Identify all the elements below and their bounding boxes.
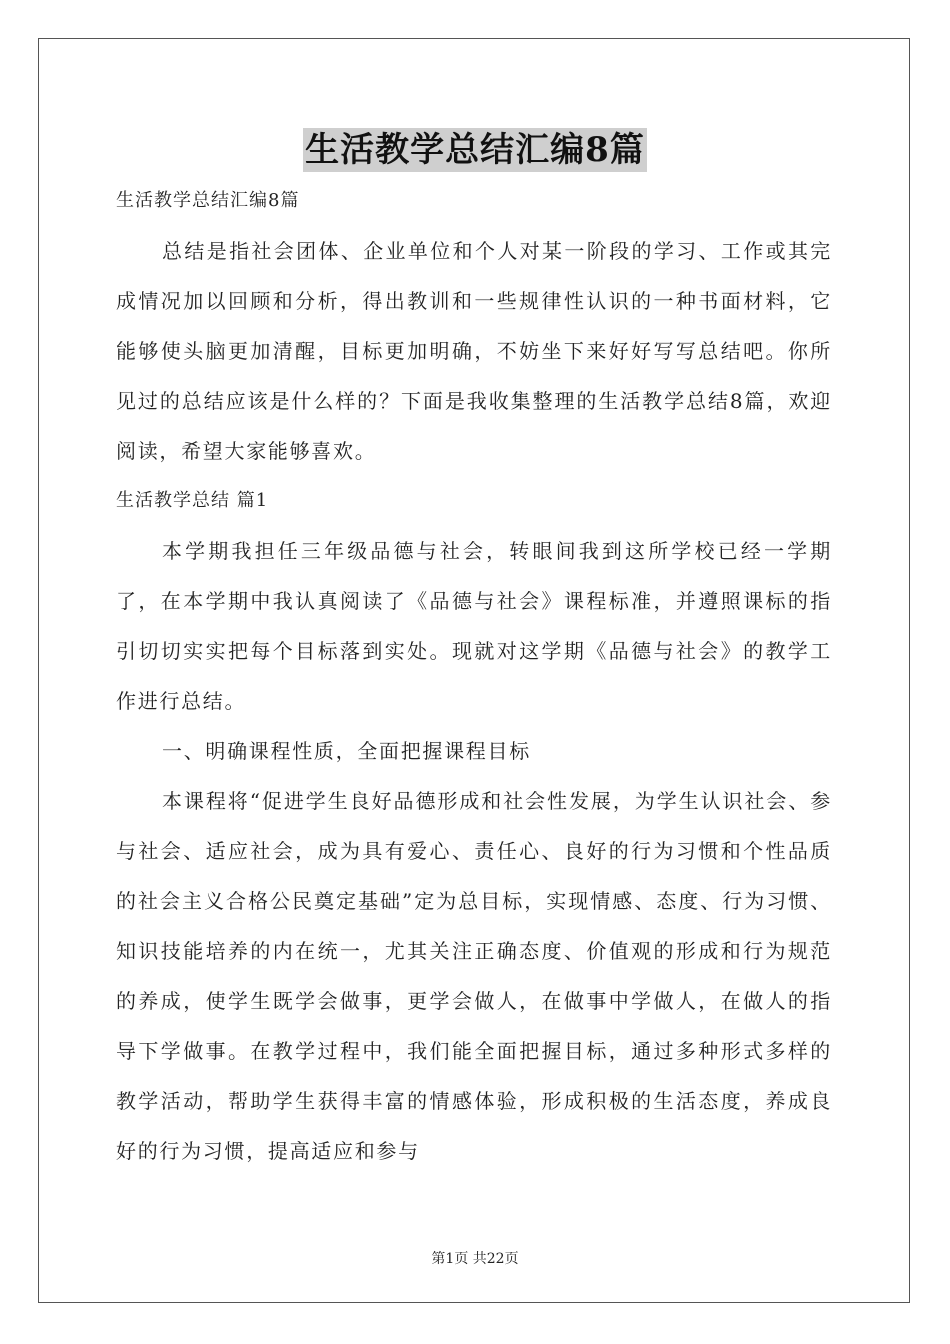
title-wrap xyxy=(0,128,950,172)
paragraph-2: 本课程将“促进学生良好品德形成和社会性发展，为学生认识社会、参与社会、适应社会，成为具有爱心、责任心、良好的行为习惯和个性品质的社会主义合格公民奠定基础”定为总目标，实现情感、态度、行为习惯、知识技能培养的内在统一，尤其关注正确态度、价值观的形成和行为规范的养成，使学生既学会做事，更学会做人，在做事中学做人，在做人的指导下学做事。在教学过程中，我们能全面把握目标，通过多种形式多样的教学活动，帮助学生获得丰富的情感体验，形成积极的生活态度，养成良好的行为习惯，提高适应和参与 xyxy=(116,789,832,1163)
intro-paragraph: 总结是指社会团体、企业单位和个人对某一阶段的学习、工作或其完成情况加以回顾和分析，得出教训和一些规律性认识的一种书面材料，它能够使头脑更加清醒，目标更加明确，不妨坐下来好好写写总结吧。你所见过的总结应该是什么样的？下面是我收集整理的生活教学总结8篇，欢迎阅读，希望大家能够喜欢。 xyxy=(116,239,832,463)
document-subtitle: 生活教学总结汇编8篇 xyxy=(116,190,300,211)
document-body xyxy=(116,176,832,1176)
document-title: 生活教学总结汇编8篇 xyxy=(305,130,645,170)
subheading-1: 一、明确课程性质，全面把握课程目标 xyxy=(162,739,531,763)
section-heading: 生活教学总结 篇1 xyxy=(116,490,269,511)
page-footer: 第1页 共22页 xyxy=(431,1251,519,1267)
paragraph-1: 本学期我担任三年级品德与社会，转眼间我到这所学校已经一学期了，在本学期中我认真阅读了《品德与社会》课程标准，并遵照课标的指引切切实实把每个目标落到实处。现就对这学期《品德与社会》的教学工作进行总结。 xyxy=(116,539,832,713)
